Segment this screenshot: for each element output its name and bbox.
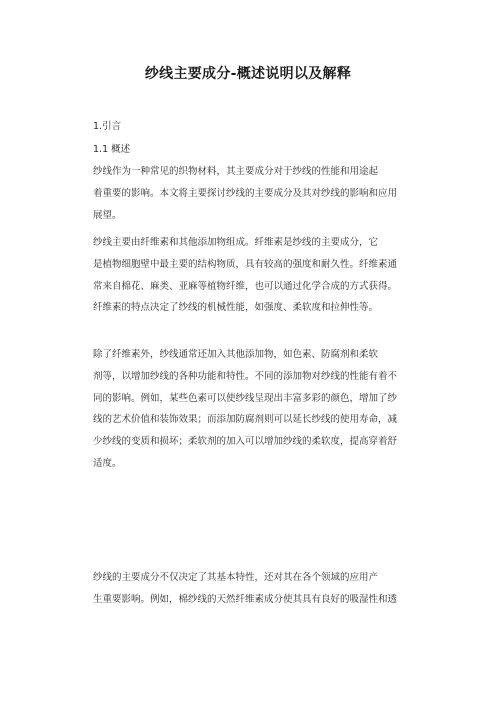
- paragraph-line: 纤维素的特点决定了纱线的机械性能，如强度、柔软度和拉伸性等。: [93, 302, 379, 314]
- paragraph-line: 生重要影响。例如，棉纱线的天然纤维素成分使其具有良好的吸湿性和透: [93, 593, 398, 605]
- paragraph-line: 适度。: [93, 457, 122, 469]
- paragraph-line: 线的艺术价值和装饰效果；而添加防腐剂则可以延长纱线的使用寿命，减: [93, 414, 398, 426]
- paragraph-line: 剂等，以增加纱线的各种功能和特性。不同的添加物对纱线的性能有着不: [93, 370, 398, 382]
- paragraph-line: 常来自棉花、麻类、亚麻等植物纤维，也可以通过化学合成的方式获得。: [93, 280, 398, 292]
- paragraph-3: [93, 344, 409, 475]
- paragraph-4: [93, 567, 409, 611]
- subsection-heading: 1.1 概述: [93, 144, 131, 155]
- paragraph-line: 同的影响。例如，某些色素可以使纱线呈现出丰富多彩的颜色，增加了纱: [93, 392, 398, 404]
- paragraph-line: 少纱线的变质和损坏；柔软剂的加入可以增加纱线的柔软度，提高穿着舒: [93, 436, 398, 448]
- paragraph-line: 着重要的影响。本文将主要探讨纱线的主要成分及其对纱线的影响和应用: [93, 187, 398, 199]
- document-title: 纱线主要成分-概述说明以及解释: [144, 66, 352, 82]
- paragraph-line: 纱线主要由纤维素和其他添加物组成。纤维素是纱线的主要成分，它: [93, 237, 379, 248]
- paragraph-line: 纱线的主要成分不仅决定了其基本特性，还对其在各个领域的应用产: [93, 572, 379, 583]
- paragraph-line: 展望。: [93, 209, 122, 221]
- paragraph-line: 是植物细胞壁中最主要的结构物质，具有较高的强度和耐久性。纤维素通: [93, 258, 398, 270]
- paragraph-2: [93, 232, 409, 319]
- paragraph-line: 除了纤维素外，纱线通常还加入其他添加物，如色素、防腐剂和柔软: [93, 349, 379, 360]
- section-heading: 1.引言: [93, 121, 122, 132]
- paragraph-line: 纱线作为一种常见的织物材料，其主要成分对于纱线的性能和用途起: [93, 166, 379, 177]
- paragraph-1: [93, 161, 409, 226]
